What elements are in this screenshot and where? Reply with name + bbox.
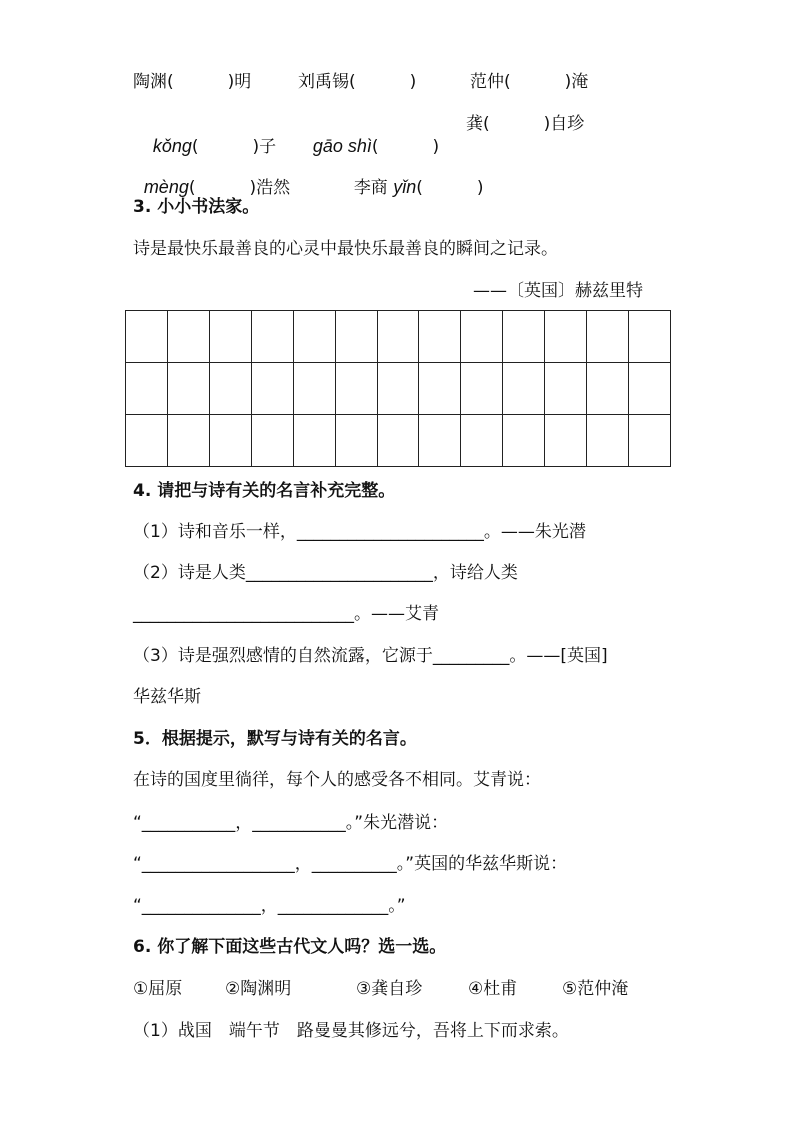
grid-cell[interactable] [252, 415, 294, 467]
grid-cell[interactable] [461, 415, 503, 467]
grid-cell[interactable] [336, 363, 378, 415]
pinyin-text: yǐn [393, 177, 417, 197]
grid-cell[interactable] [252, 311, 294, 363]
q3-heading: 3. 小小书法家。 [133, 197, 260, 217]
blank-paren: ( )浩然 [188, 178, 291, 198]
pinyin-item-kongzi [142, 113, 276, 158]
prefix-text: 李商 [353, 178, 394, 198]
grid-cell[interactable] [168, 363, 210, 415]
grid-cell[interactable] [126, 363, 168, 415]
q4-line-5: 华兹华斯 [133, 687, 201, 707]
q6-option-2: ②陶渊明 [225, 979, 292, 999]
grid-cell[interactable] [587, 311, 629, 363]
grid-cell[interactable] [587, 415, 629, 467]
grid-cell[interactable] [461, 311, 503, 363]
grid-cell[interactable] [545, 311, 587, 363]
blank-paren: ( )子 [191, 137, 277, 157]
grid-cell[interactable] [378, 415, 420, 467]
grid-cell[interactable] [503, 311, 545, 363]
grid-cell[interactable] [629, 363, 671, 415]
q4-line-1: （1）诗和音乐一样，______________________。——朱光潜 [133, 522, 586, 542]
pinyin-item-gong-zizhen: 龚( )自珍 [466, 114, 585, 134]
grid-cell[interactable] [294, 363, 336, 415]
pinyin-item-gaoshi [302, 113, 439, 158]
grid-cell[interactable] [545, 363, 587, 415]
blank-paren: ( ) [371, 137, 440, 157]
pinyin-text: kǒng [152, 136, 192, 156]
grid-cell[interactable] [252, 363, 294, 415]
q5-line-1: “___________，___________。”朱光潜说： [133, 813, 449, 833]
pinyin-text: gāo shì [312, 136, 372, 156]
grid-cell[interactable] [545, 415, 587, 467]
blank-paren: ( ) [416, 178, 484, 198]
q5-line-3: “______________，_____________。” [133, 896, 406, 916]
grid-cell[interactable] [294, 415, 336, 467]
grid-cell[interactable] [378, 311, 420, 363]
q6-option-4: ④杜甫 [468, 979, 518, 999]
q6-heading: 6. 你了解下面这些古代文人吗？选一选。 [133, 937, 447, 957]
grid-cell[interactable] [168, 415, 210, 467]
q6-item-1: （1）战国 端午节 路曼曼其修远兮，吾将上下而求索。 [133, 1021, 569, 1041]
grid-cell[interactable] [336, 415, 378, 467]
q4-line-4: （3）诗是强烈感情的自然流露，它源于_________。——[英国] [133, 646, 608, 666]
q6-option-5: ⑤范仲淹 [562, 979, 629, 999]
q4-line-3: __________________________。——艾青 [133, 604, 439, 624]
q5-intro: 在诗的国度里徜徉，每个人的感受各不相同。艾青说： [133, 770, 541, 790]
calligraphy-grid[interactable] [125, 310, 671, 467]
grid-cell[interactable] [294, 311, 336, 363]
grid-cell[interactable] [503, 415, 545, 467]
grid-cell[interactable] [587, 363, 629, 415]
grid-cell[interactable] [419, 415, 461, 467]
grid-cell[interactable] [629, 415, 671, 467]
grid-cell[interactable] [419, 311, 461, 363]
grid-cell[interactable] [210, 415, 252, 467]
grid-cell[interactable] [503, 363, 545, 415]
grid-cell[interactable] [461, 363, 503, 415]
pinyin-item-fan-zhongyan: 范仲( )淹 [470, 72, 589, 92]
grid-cell[interactable] [210, 311, 252, 363]
q3-quote: 诗是最快乐最善良的心灵中最快乐最善良的瞬间之记录。 [133, 239, 558, 259]
q4-line-2: （2）诗是人类______________________，诗给人类 [133, 563, 518, 583]
q6-option-3: ③龚自珍 [356, 979, 423, 999]
q4-heading: 4. 请把与诗有关的名言补充完整。 [133, 481, 396, 501]
q5-heading: 5．根据提示，默写与诗有关的名言。 [133, 729, 417, 749]
q3-source: ——〔英国〕赫兹里特 [473, 281, 643, 301]
grid-cell[interactable] [210, 363, 252, 415]
pinyin-text: mèng [143, 177, 189, 197]
grid-cell[interactable] [126, 415, 168, 467]
pinyin-item-meng-haoran [133, 154, 290, 199]
pinyin-item-li-shangyin [343, 154, 484, 199]
q5-line-2: “__________________，__________。”英国的华兹华斯说： [133, 854, 568, 874]
grid-cell[interactable] [336, 311, 378, 363]
pinyin-item-tao-yuanming: 陶渊( )明 [133, 72, 252, 92]
grid-cell[interactable] [629, 311, 671, 363]
grid-cell[interactable] [126, 311, 168, 363]
q6-option-1: ①屈原 [133, 979, 183, 999]
grid-cell[interactable] [419, 363, 461, 415]
grid-cell[interactable] [378, 363, 420, 415]
grid-cell[interactable] [168, 311, 210, 363]
pinyin-item-liu-yuxi: 刘禹锡( ) [298, 72, 417, 92]
